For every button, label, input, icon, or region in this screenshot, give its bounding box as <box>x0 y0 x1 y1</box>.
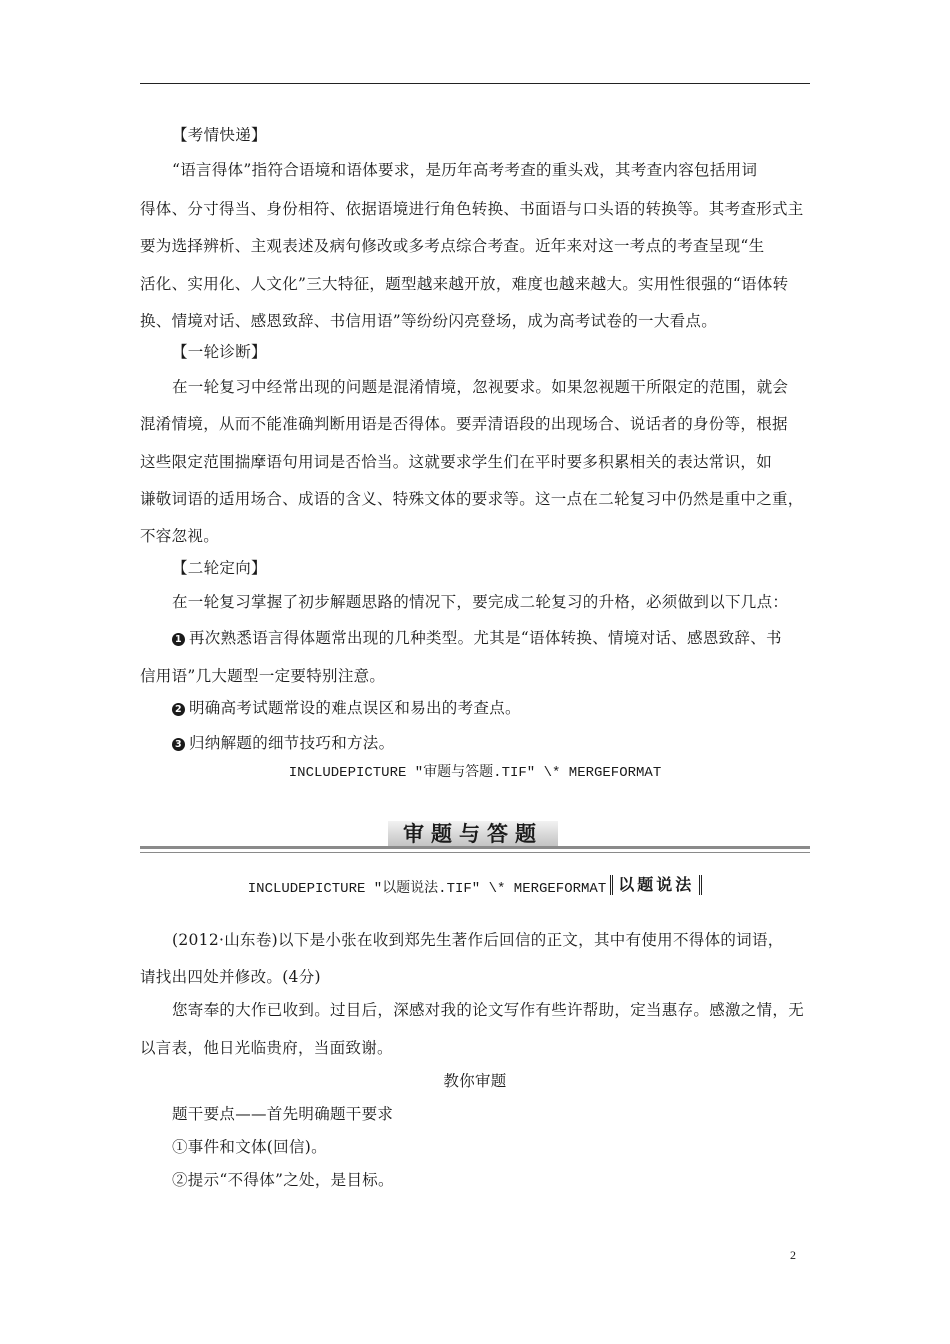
paragraph-line: 不容忽视。 <box>140 527 220 545</box>
teach-title: 教你审题 <box>443 1072 507 1090</box>
yilun-heading: 【一轮诊断】 <box>172 343 267 361</box>
yiti-shuofa-badge: 以题说法 <box>610 875 702 895</box>
question-line: (2012·山东卷)以下是小张在收到郑先生著作后回信的正文，其中有使用不得体的词语， <box>172 931 784 949</box>
point-text: 明确高考试题常设的难点误区和易出的考查点。 <box>189 699 521 717</box>
number-badge: 1 <box>172 633 185 646</box>
include-field-code: INCLUDEPICTURE "以题说法.TIF" \* MERGEFORMAT <box>247 881 607 897</box>
header-rule <box>140 83 810 84</box>
page-number: 2 <box>790 1248 796 1262</box>
paragraph-line: 活化、实用化、人文化”三大特征，题型越来越开放，难度也越来越大。实用性很强的“语体转 <box>140 275 789 293</box>
point-item <box>172 698 862 718</box>
kaoqing-heading: 【考情快递】 <box>172 126 267 144</box>
paragraph-line: 谦敬词语的适用场合、成语的含义、特殊文体的要求等。这一点在二轮复习中仍然是重中之重， <box>140 490 804 508</box>
teach-item: ②提示“不得体”之处，是目标。 <box>172 1171 394 1189</box>
point-continuation: 信用语”几大题型一定要特别注意。 <box>140 667 386 685</box>
banner-rule-thin <box>140 852 810 853</box>
paragraph-line: 在一轮复习中经常出现的问题是混淆情境，忽视要求。如果忽视题干所限定的范围，就会 <box>172 378 789 396</box>
question-line: 请找出四处并修改。(4分) <box>140 968 321 986</box>
paragraph-line: 这些限定范围揣摩语句用词是否恰当。这就要求学生们在平时要多积累相关的表达常识，如 <box>140 453 773 471</box>
section-banner <box>140 812 810 858</box>
point-text: 再次熟悉语言得体题常出现的几种类型。尤其是“语体转换、情境对话、感恩致辞、书 <box>189 629 782 647</box>
teach-heading: 题干要点——首先明确题干要求 <box>172 1105 394 1123</box>
include-field-line <box>140 875 810 899</box>
point-item <box>172 733 862 753</box>
number-badge: 3 <box>172 738 185 751</box>
paragraph-line: 混淆情境，从而不能准确判断用语是否得体。要弄清语段的出现场合、说话者的身份等，根据 <box>140 415 788 433</box>
include-field-code: INCLUDEPICTURE "审题与答题.TIF" \* MERGEFORMAT <box>288 765 662 781</box>
paragraph-line: “语言得体”指符合语境和语体要求，是历年高考考查的重头戏，其考查内容包括用词 <box>172 161 758 179</box>
number-badge: 2 <box>172 703 185 716</box>
erlun-heading: 【二轮定向】 <box>172 559 267 577</box>
letter-line: 您寄奉的大作已收到。过目后，深感对我的论文写作有些许帮助，定当惠存。感激之情，无 <box>172 1001 805 1019</box>
letter-line: 以言表，他日光临贵府，当面致谢。 <box>140 1039 393 1057</box>
paragraph-line: 换、情境对话、感恩致辞、书信用语”等纷纷闪亮登场，成为高考试卷的一大看点。 <box>140 312 718 330</box>
paragraph-line: 得体、分寸得当、身份相符、依据语境进行角色转换、书面语与口头语的转换等。其考查形式主 <box>140 200 804 218</box>
point-text: 归纳解题的细节技巧和方法。 <box>189 734 395 752</box>
paragraph-line: 在一轮复习掌握了初步解题思路的情况下，要完成二轮复习的升格，必须做到以下几点： <box>172 593 789 611</box>
teach-item: ①事件和文体(回信)。 <box>172 1138 327 1156</box>
paragraph-line: 要为选择辨析、主观表述及病句修改或多考点综合考查。近年来对这一考点的考查呈现“生 <box>140 237 765 255</box>
point-item <box>172 628 862 648</box>
banner-title: 审题与答题 <box>403 822 543 846</box>
